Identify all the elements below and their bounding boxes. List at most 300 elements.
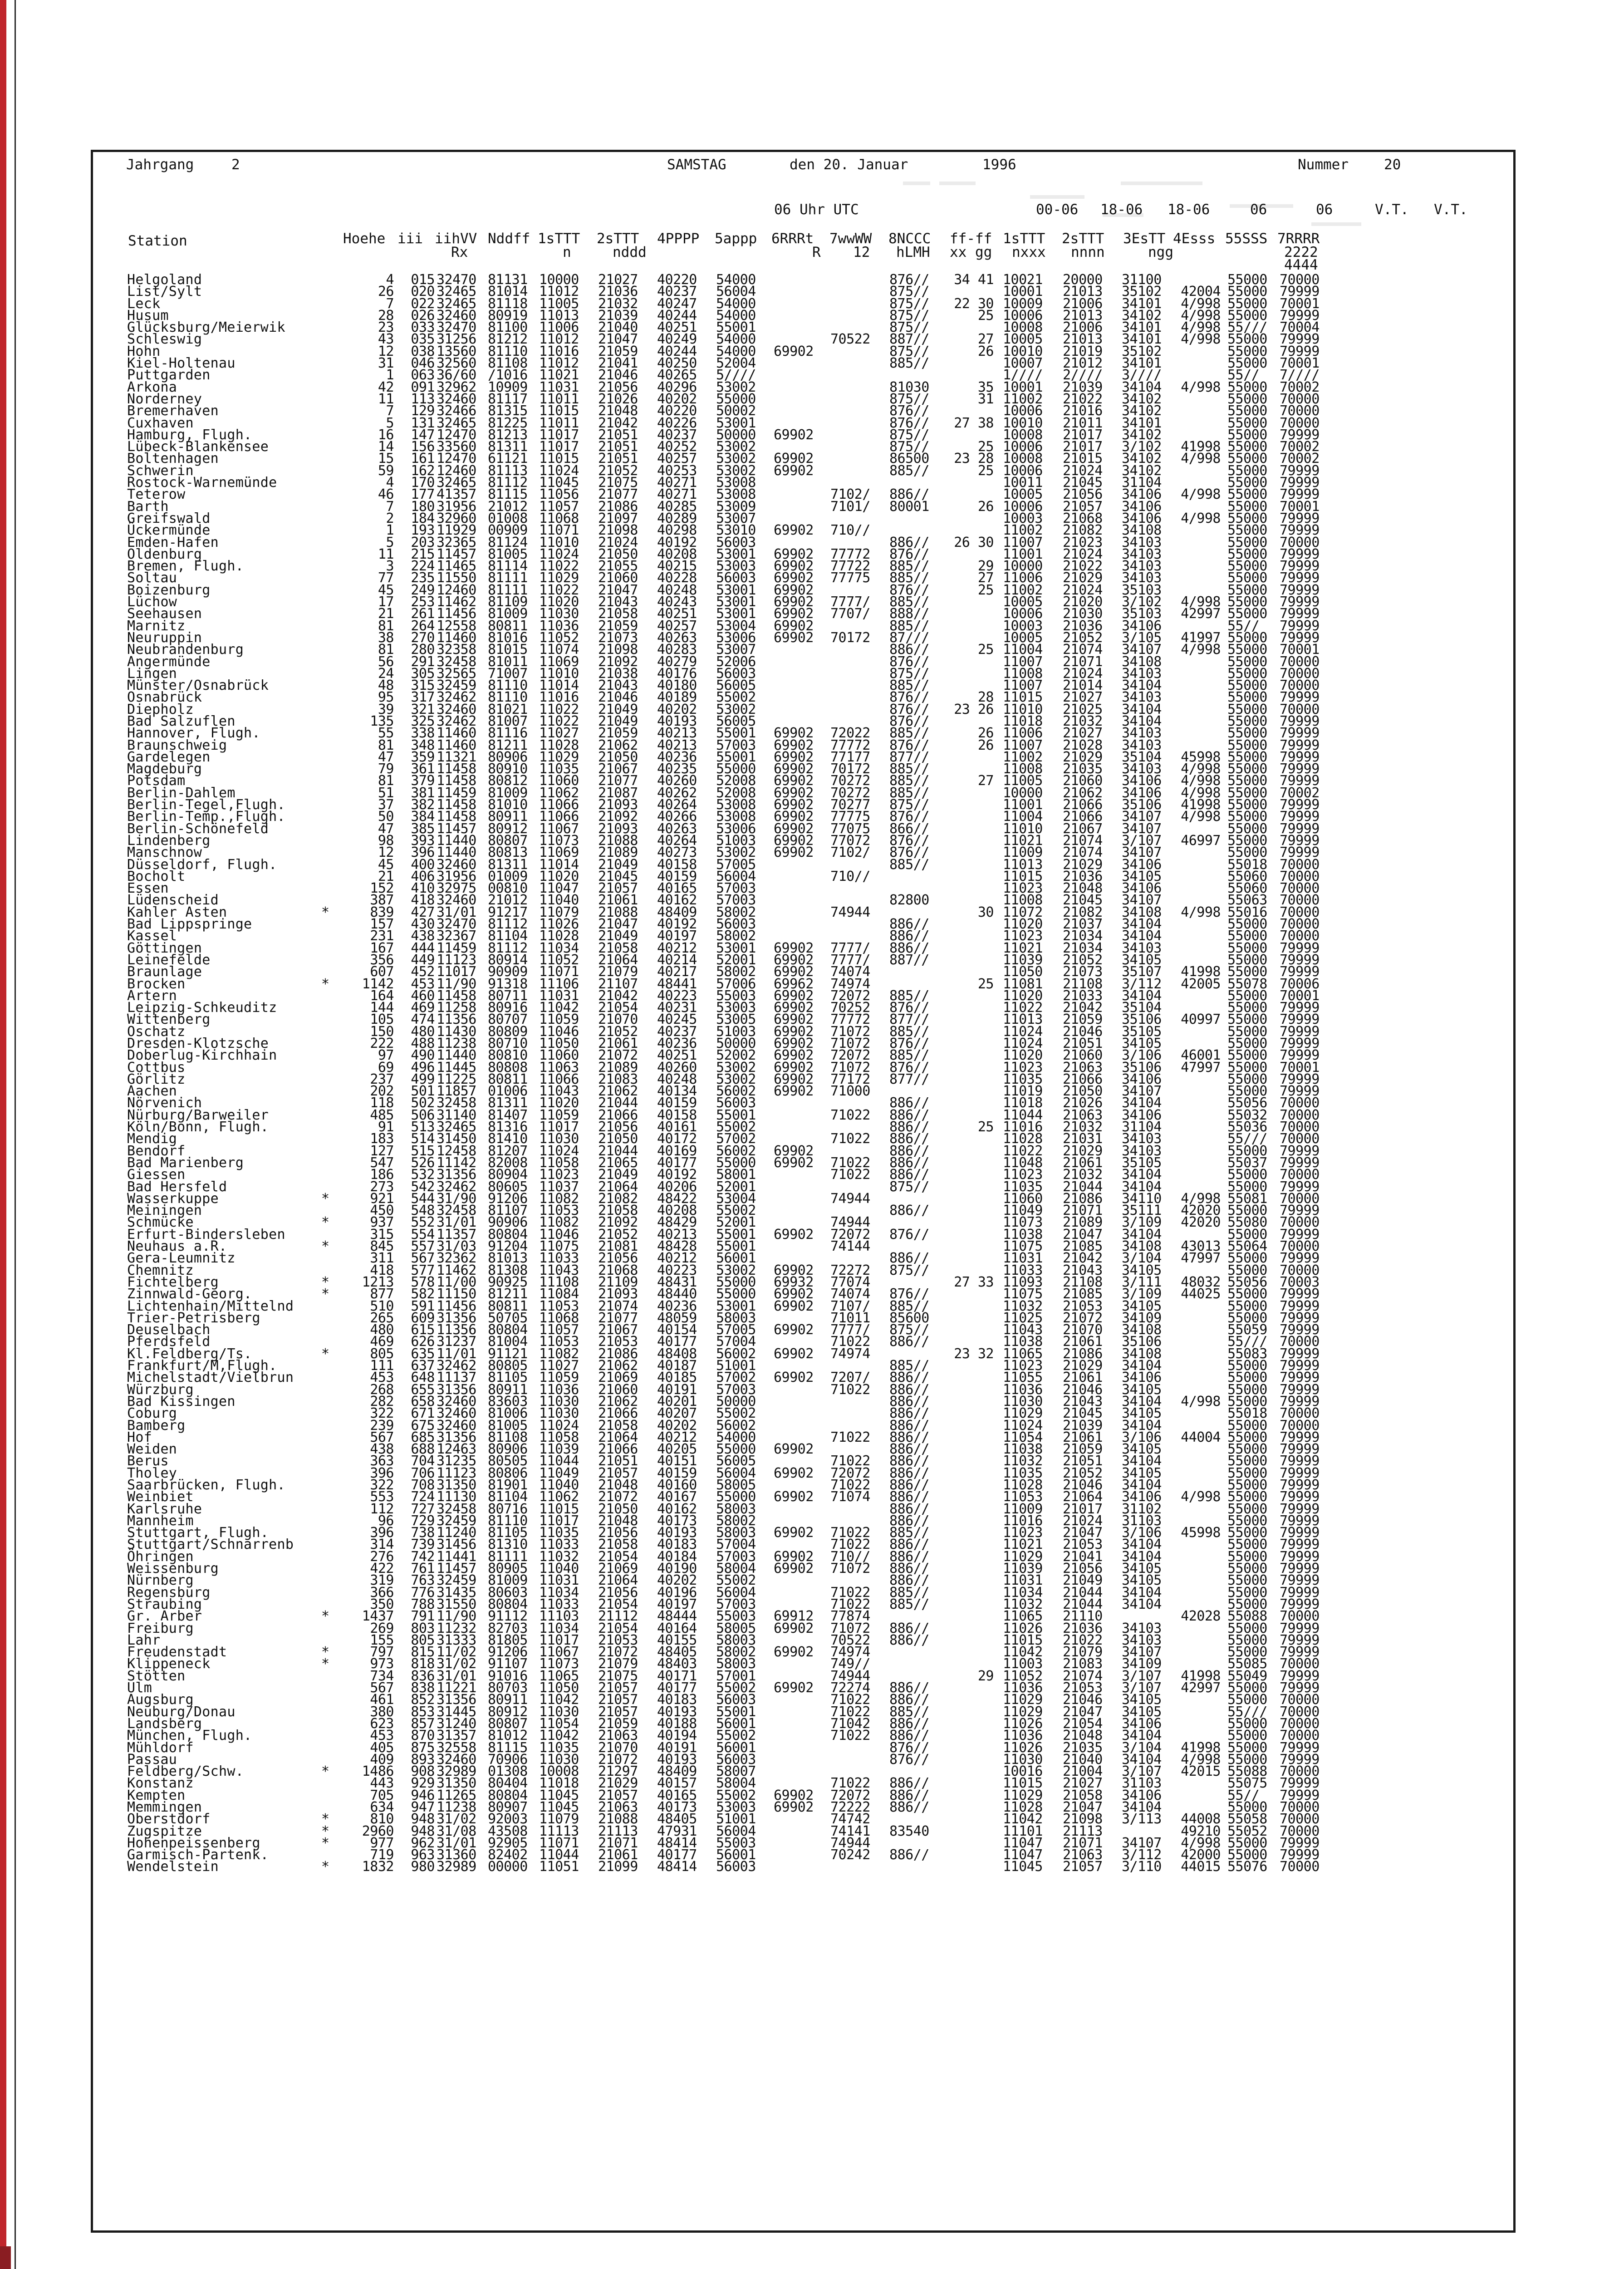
group-iihvv: 12470	[437, 427, 476, 443]
group-3estt: 34103	[1122, 665, 1162, 682]
group-tmin: 21046	[1063, 1692, 1103, 1708]
group-nddff: 81124	[488, 534, 528, 550]
group-55sss: 55000	[1227, 1203, 1267, 1219]
group-3estt: 34104	[1122, 1417, 1162, 1434]
group-7rrrr: 70000	[1280, 1656, 1320, 1672]
station-name: Karlsruhe	[127, 1501, 202, 1517]
station-name: Soltau	[127, 570, 177, 586]
group-4pppp: 40176	[657, 665, 697, 682]
group-4pppp: 40217	[657, 964, 697, 980]
group-4pppp: 48409	[657, 904, 697, 920]
station-number: 490	[411, 1047, 435, 1064]
group-2sttt: 21072	[598, 1644, 638, 1660]
station-number: 396	[411, 845, 435, 861]
group-header-wind: 00-06	[1036, 201, 1079, 218]
station-name: Arkona	[127, 379, 177, 395]
group-4pppp: 40263	[657, 820, 697, 837]
station-name: Angermünde	[127, 653, 211, 670]
group-55sss: 55000	[1227, 1286, 1267, 1302]
group-4pppp: 40251	[657, 606, 697, 622]
group-iihvv: 11356	[437, 1322, 476, 1338]
group-2sttt: 21071	[598, 1835, 638, 1851]
group-7wwww: 72022	[830, 725, 870, 742]
station-name: Ulm	[127, 1680, 152, 1696]
group-7rrrr: 79999	[1280, 1751, 1320, 1768]
group-1sttt: 11035	[539, 1525, 579, 1541]
group-55sss: 55000	[1227, 928, 1267, 944]
elevation: 480	[370, 1322, 394, 1338]
group-4pppp: 48409	[657, 1763, 697, 1780]
group-iihvv: 31356	[437, 1381, 476, 1398]
group-3estt: 34103	[1122, 558, 1162, 575]
station-number: 026	[411, 307, 435, 324]
group-55sss: 55000	[1227, 1023, 1267, 1040]
group-tmin: 21019	[1063, 343, 1103, 359]
elevation: 167	[370, 940, 394, 956]
group-tmax: 11002	[1003, 522, 1043, 539]
group-tmax: 11013	[1003, 856, 1043, 873]
col-nddff: Nddff	[488, 231, 530, 247]
group-8nccc: 85600	[889, 1310, 929, 1326]
station-name: Bad Hersfeld	[127, 1179, 227, 1195]
group-tmin: 21013	[1063, 307, 1103, 324]
station-name: Bad Marienberg	[127, 1154, 244, 1171]
group-6rrrt: 69902	[774, 451, 814, 467]
group-7rrrr: 79999	[1280, 737, 1320, 753]
group-iihvv: 11460	[437, 725, 476, 742]
group-1sttt: 11024	[539, 1143, 579, 1159]
group-6rrrt: 69902	[774, 1083, 814, 1100]
group-4esss: 41997	[1181, 629, 1221, 646]
group-ff: 26	[977, 725, 994, 742]
group-3estt: 34104	[1122, 1453, 1162, 1469]
group-4esss: 4/998	[1181, 1751, 1221, 1768]
station-number: 449	[411, 952, 435, 968]
group-8nccc: 886//	[889, 1561, 929, 1577]
group-3estt: 34104	[1122, 928, 1162, 944]
group-4pppp: 40213	[657, 737, 697, 753]
group-8nccc: 886//	[889, 1370, 929, 1386]
group-5appp: 53002	[716, 1262, 756, 1278]
group-7rrrr: 79999	[1280, 1346, 1320, 1362]
station-number: 836	[411, 1668, 435, 1684]
station-name: Schleswig	[127, 331, 202, 348]
station-name: Schmücke	[127, 1214, 194, 1231]
group-nddff: 81112	[488, 916, 528, 933]
group-tmax: 11054	[1003, 1429, 1043, 1445]
group-7rrrr: 79999	[1280, 1429, 1320, 1445]
station-number: 818	[411, 1656, 435, 1672]
group-tmax: 11023	[1003, 1167, 1043, 1183]
group-7rrrr: 79999	[1280, 1358, 1320, 1374]
group-2sttt: 21092	[598, 1214, 638, 1231]
group-nddff: 80911	[488, 809, 528, 825]
group-7rrrr: 79999	[1280, 1525, 1320, 1541]
group-55sss: 55000	[1227, 1453, 1267, 1469]
group-3estt: 3/110	[1122, 1859, 1162, 1875]
group-3estt: 34104	[1122, 701, 1162, 717]
group-4pppp: 40161	[657, 1119, 697, 1135]
col-est: 3EsTT	[1123, 231, 1166, 247]
group-1sttt: 11017	[539, 1119, 579, 1135]
group-8nccc: 875//	[889, 797, 929, 813]
group-5appp: 57001	[716, 1668, 756, 1684]
group-iihvv: 31/02	[437, 1811, 476, 1827]
group-ff: 31	[977, 391, 994, 407]
group-ff: 27	[977, 773, 994, 789]
group-2sttt: 21048	[598, 1477, 638, 1493]
group-6rrrt: 69902	[774, 1071, 814, 1087]
group-iihvv: 31/03	[437, 1238, 476, 1255]
elevation: 77	[378, 570, 394, 586]
group-5appp: 58005	[716, 1620, 756, 1636]
station-name: Konstanz	[127, 1775, 194, 1792]
group-2sttt: 21046	[598, 689, 638, 706]
group-1sttt: 11053	[539, 1334, 579, 1350]
group-2sttt: 21067	[598, 1322, 638, 1338]
group-1sttt: 11040	[539, 892, 579, 909]
group-3estt: 34106	[1122, 486, 1162, 503]
group-7rrrr: 79999	[1280, 952, 1320, 968]
group-tmax: 11002	[1003, 749, 1043, 765]
group-tmax: 11024	[1003, 1036, 1043, 1051]
group-7wwww: 70277	[830, 797, 870, 813]
group-iihvv: 32975	[437, 880, 476, 897]
group-5appp: 56005	[716, 678, 756, 694]
station-number: 444	[411, 940, 435, 956]
group-1sttt: 11062	[539, 785, 579, 801]
group-3estt: 34106	[1122, 1107, 1162, 1123]
group-7wwww: 71022	[830, 1596, 870, 1612]
group-5appp: 52001	[716, 1179, 756, 1195]
group-2sttt: 21077	[598, 1310, 638, 1326]
group-nddff: 81311	[488, 439, 528, 455]
group-tmax: 11030	[1003, 1393, 1043, 1410]
group-1sttt: 11030	[539, 1405, 579, 1422]
group-3estt: 3/109	[1122, 1286, 1162, 1302]
group-2sttt: 21072	[598, 1047, 638, 1064]
group-5appp: 53008	[716, 475, 756, 491]
group-8nccc: 885//	[889, 773, 929, 789]
group-3estt: 34110	[1122, 1190, 1162, 1207]
group-ff: 35	[977, 379, 994, 395]
group-3estt: 34103	[1122, 1632, 1162, 1648]
station-name: Essen	[127, 880, 169, 897]
group-7rrrr: 70000	[1280, 1799, 1320, 1815]
group-4pppp: 40237	[657, 1023, 697, 1040]
elevation: 634	[370, 1799, 394, 1815]
group-iihvv: 11/90	[437, 1608, 476, 1625]
group-tmin: 21086	[1063, 1190, 1103, 1207]
group-7wwww: 77775	[830, 570, 870, 586]
group-tmax: 11032	[1003, 1453, 1043, 1469]
group-tmax: 11009	[1003, 1501, 1043, 1517]
group-55sss: 55000	[1227, 1799, 1267, 1815]
station-name: Chemnitz	[127, 1262, 194, 1278]
group-7wwww: 74944	[830, 1668, 870, 1684]
group-nddff: 81110	[488, 689, 528, 706]
group-2sttt: 21297	[598, 1763, 638, 1780]
group-7wwww: 71022	[830, 1704, 870, 1720]
group-7rrrr: 79999	[1280, 1143, 1320, 1159]
group-4esss: 41998	[1181, 1668, 1221, 1684]
group-tmax: 11015	[1003, 1775, 1043, 1792]
group-3estt: 3/107	[1122, 1680, 1162, 1696]
group-8nccc: 885//	[889, 987, 929, 1004]
group-55sss: 55060	[1227, 868, 1267, 884]
group-tmin: 21045	[1063, 475, 1103, 491]
station-number: 147	[411, 427, 435, 443]
group-nddff: 82703	[488, 1620, 528, 1636]
group-8nccc: 875//	[889, 439, 929, 455]
group-3estt: 34107	[1122, 1083, 1162, 1100]
group-6rrrt: 69902	[774, 606, 814, 622]
group-3estt: 34105	[1122, 868, 1162, 884]
station-name: Oschatz	[127, 1023, 186, 1040]
group-2sttt: 21058	[598, 940, 638, 956]
group-1sttt: 11017	[539, 439, 579, 455]
group-tmax: 11045	[1003, 1859, 1043, 1875]
station-number: 129	[411, 403, 435, 419]
group-55sss: 55088	[1227, 1608, 1267, 1625]
group-1sttt: 11024	[539, 462, 579, 479]
station-number: 929	[411, 1775, 435, 1792]
group-6rrrt: 69902	[774, 773, 814, 789]
elevation: 4	[386, 475, 394, 491]
elevation: 31	[378, 355, 394, 372]
group-7rrrr: 70000	[1280, 880, 1320, 897]
group-5appp: 55001	[716, 319, 756, 336]
group-tmin: 21017	[1063, 439, 1103, 455]
group-3estt: 34102	[1122, 403, 1162, 419]
station-number: 626	[411, 1334, 435, 1350]
group-iihvv: 12463	[437, 1441, 476, 1458]
group-tmin: 21071	[1063, 653, 1103, 670]
group-3estt: 34103	[1122, 1620, 1162, 1636]
group-7rrrr: 79999	[1280, 820, 1320, 837]
group-3estt: 35106	[1122, 1334, 1162, 1350]
group-tmin: 21062	[1063, 785, 1103, 801]
group-55sss: 55000	[1227, 1000, 1267, 1016]
elevation: 1142	[362, 976, 394, 992]
group-tmin: 21053	[1063, 1680, 1103, 1696]
station-number: 548	[411, 1203, 435, 1219]
group-55sss: 55000	[1227, 653, 1267, 670]
group-iihvv: 31350	[437, 1775, 476, 1792]
group-3estt: 34105	[1122, 1704, 1162, 1720]
group-7rrrr: 70000	[1280, 1131, 1320, 1147]
group-2sttt: 21092	[598, 809, 638, 825]
group-7rrrr: 79999	[1280, 1477, 1320, 1493]
group-iihvv: 32470	[437, 916, 476, 933]
group-1sttt: 11005	[539, 295, 579, 312]
group-2sttt: 21099	[598, 1859, 638, 1875]
group-7rrrr: 79999	[1280, 1465, 1320, 1481]
group-1sttt: 11010	[539, 534, 579, 550]
group-nddff: 80904	[488, 1167, 528, 1183]
group-tmax: 11021	[1003, 832, 1043, 849]
group-4pppp: 48414	[657, 1859, 697, 1875]
group-7rrrr: 79999	[1280, 618, 1320, 634]
mountain-marker: *	[321, 1644, 329, 1660]
group-2sttt: 21049	[598, 713, 638, 729]
group-2sttt: 21058	[598, 1537, 638, 1553]
group-55sss: 55000	[1227, 678, 1267, 694]
group-5appp: 53002	[716, 701, 756, 717]
station-name: Norderney	[127, 391, 202, 407]
mountain-marker: *	[321, 1190, 329, 1207]
group-8nccc: 886//	[889, 1489, 929, 1505]
group-4esss: 46001	[1181, 1047, 1221, 1064]
station-name: Mendig	[127, 1131, 177, 1147]
group-3estt: 34106	[1122, 618, 1162, 634]
group-55sss: 55000	[1227, 964, 1267, 980]
group-6rrrt: 69902	[774, 952, 814, 968]
group-nddff: 91112	[488, 1608, 528, 1625]
group-8nccc: 877//	[889, 1012, 929, 1028]
group-8nccc: 83540	[889, 1823, 929, 1839]
station-name: Öhringen	[127, 1548, 194, 1565]
group-3estt: 3/104	[1122, 1250, 1162, 1267]
group-4pppp: 40180	[657, 678, 697, 694]
group-1sttt: 11017	[539, 1513, 579, 1529]
group-8nccc: 886//	[889, 1393, 929, 1410]
group-5appp: 57004	[716, 1537, 756, 1553]
group-7rrrr: 70000	[1280, 1262, 1320, 1278]
group-4pppp: 40235	[657, 761, 697, 777]
group-3estt: 34105	[1122, 1036, 1162, 1051]
group-55sss: 55000	[1227, 845, 1267, 861]
group-4esss: 4/998	[1181, 1393, 1221, 1410]
group-tmax: 10005	[1003, 331, 1043, 348]
group-tmax: 10005	[1003, 486, 1043, 503]
group-2sttt: 21070	[598, 1012, 638, 1028]
group-nddff: 91121	[488, 1346, 528, 1362]
group-7rrrr: 79999	[1280, 427, 1320, 443]
group-4pppp: 48059	[657, 1310, 697, 1326]
station-name: Feldberg/Schw.	[127, 1763, 244, 1780]
group-tmax: 11036	[1003, 1381, 1043, 1398]
station-name: Landsberg	[127, 1715, 202, 1732]
group-7wwww: 7777/	[830, 952, 870, 968]
group-iihvv: 11/00	[437, 1274, 476, 1290]
group-tmin: 21039	[1063, 379, 1103, 395]
station-name: Greifswald	[127, 510, 211, 526]
elevation: 734	[370, 1668, 394, 1684]
group-7wwww: 77177	[830, 749, 870, 765]
group-iihvv: 31/90	[437, 1190, 476, 1207]
group-tmax: 11029	[1003, 1405, 1043, 1422]
group-tmin: 21032	[1063, 713, 1103, 729]
group-tmax: 11013	[1003, 1012, 1043, 1028]
station-number: 946	[411, 1787, 435, 1803]
station-name: Hohn	[127, 343, 161, 359]
group-iihvv: 32362	[437, 1250, 476, 1267]
group-iihvv: 31445	[437, 1704, 476, 1720]
group-7wwww: 72072	[830, 987, 870, 1004]
group-8nccc: 876//	[889, 415, 929, 431]
group-7wwww: 71042	[830, 1715, 870, 1732]
station-name: Coburg	[127, 1405, 177, 1422]
group-tmin: 21074	[1063, 642, 1103, 658]
station-name: Glücksburg/Meierwik	[127, 319, 285, 336]
group-7rrrr: 79999	[1280, 1775, 1320, 1792]
group-8nccc: 875//	[889, 1322, 929, 1338]
group-5appp: 56004	[716, 1823, 756, 1839]
station-name: Memmingen	[127, 1799, 202, 1815]
group-iihvv: 31356	[437, 1310, 476, 1326]
group-8nccc: 886//	[889, 1680, 929, 1696]
group-tmax: 10010	[1003, 343, 1043, 359]
station-name: Saarbrücken, Flugh.	[127, 1477, 285, 1493]
group-7wwww: 74074	[830, 1286, 870, 1302]
group-3estt: 34104	[1122, 1728, 1162, 1744]
group-2sttt: 21089	[598, 845, 638, 861]
group-4esss: 42004	[1181, 284, 1221, 300]
group-nddff: 50705	[488, 1310, 528, 1326]
group-2sttt: 21066	[598, 1441, 638, 1458]
group-tmax: 10021	[1003, 272, 1043, 288]
group-8nccc: 885//	[889, 1584, 929, 1601]
group-tmax: 10003	[1003, 618, 1043, 634]
group-tmin: 21042	[1063, 1250, 1103, 1267]
station-number: 724	[411, 1489, 435, 1505]
group-nddff: 81110	[488, 1513, 528, 1529]
group-7rrrr: 79999	[1280, 594, 1320, 610]
group-3estt: 34106	[1122, 498, 1162, 515]
group-tmin: 21071	[1063, 1203, 1103, 1219]
elevation: 59	[378, 462, 394, 479]
group-2sttt: 21112	[598, 1608, 638, 1625]
elevation: 45	[378, 582, 394, 598]
station-number: 578	[411, 1274, 435, 1290]
group-7rrrr: 79999	[1280, 510, 1320, 526]
col-station: Station	[128, 233, 187, 249]
group-3estt: 34106	[1122, 1370, 1162, 1386]
elevation: 12	[378, 845, 394, 861]
group-tmin: 21066	[1063, 797, 1103, 813]
group-1sttt: 11103	[539, 1608, 579, 1625]
group-2sttt: 21047	[598, 331, 638, 348]
group-3estt: 34103	[1122, 940, 1162, 956]
group-4pppp: 40285	[657, 498, 697, 515]
group-3estt: 34106	[1122, 510, 1162, 526]
station-name: Boltenhagen	[127, 451, 219, 467]
group-1sttt: 11014	[539, 856, 579, 873]
mountain-marker: *	[321, 1286, 329, 1302]
elevation: 21	[378, 606, 394, 622]
group-tmax: 11039	[1003, 1561, 1043, 1577]
group-6rrrt: 69902	[774, 343, 814, 359]
station-name: Husum	[127, 307, 169, 324]
group-5appp: 56002	[716, 1143, 756, 1159]
group-ff: 26	[977, 498, 994, 515]
group-tmin: 21039	[1063, 1417, 1103, 1434]
group-3estt: 3/112	[1122, 976, 1162, 992]
group-nddff: 81016	[488, 629, 528, 646]
group-5appp: 54000	[716, 295, 756, 312]
group-3estt: 35106	[1122, 1059, 1162, 1076]
group-8nccc: 885//	[889, 594, 929, 610]
group-5appp: 56004	[716, 1584, 756, 1601]
group-iihvv: 11321	[437, 749, 476, 765]
group-4pppp: 40172	[657, 1131, 697, 1147]
station-number: 688	[411, 1441, 435, 1458]
station-number: 838	[411, 1680, 435, 1696]
group-3estt: 31104	[1122, 475, 1162, 491]
group-tmin: 21030	[1063, 606, 1103, 622]
group-7rrrr: 79999	[1280, 809, 1320, 825]
